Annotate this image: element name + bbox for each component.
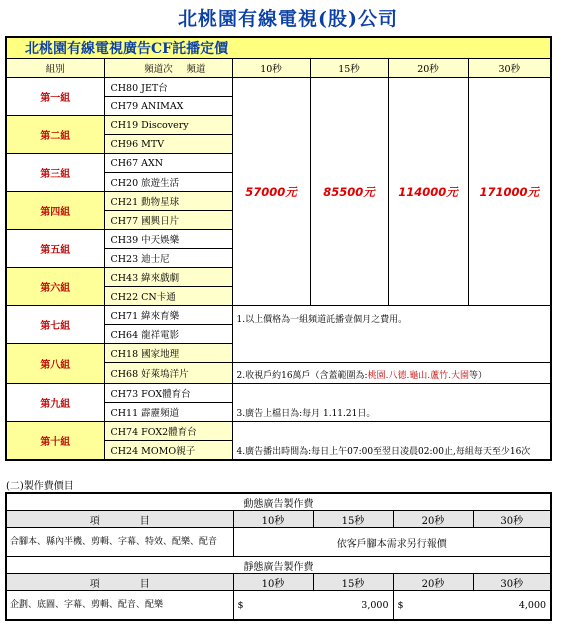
group-name: 第六組 bbox=[6, 268, 104, 306]
channel-cell: CH67 AXN bbox=[104, 154, 232, 173]
channel-cell: CH68 好萊塢洋片 bbox=[104, 363, 232, 384]
header-channel-name: 頻道 bbox=[186, 64, 206, 75]
channel-cell: CH73 FOX體育台 bbox=[104, 384, 232, 403]
static-header-20s: 20秒 bbox=[393, 574, 473, 591]
dynamic-item-header: 項 目 bbox=[6, 511, 233, 528]
dynamic-header-30s: 30秒 bbox=[473, 511, 551, 528]
production-section-label: (二)製作費價目 bbox=[6, 481, 74, 492]
static-price-20-30 bbox=[393, 591, 551, 621]
header-20s: 20秒 bbox=[388, 59, 468, 78]
table-row bbox=[6, 384, 551, 403]
dynamic-price-note: 依客戶腳本需求另行報價 bbox=[233, 528, 551, 557]
production-fee-table bbox=[5, 492, 552, 621]
header-30s: 30秒 bbox=[468, 59, 551, 78]
channel-cell: CH20 旅遊生活 bbox=[104, 173, 232, 192]
dynamic-header-10s: 10秒 bbox=[233, 511, 313, 528]
group-name: 第三組 bbox=[6, 154, 104, 192]
group-name: 第五組 bbox=[6, 230, 104, 268]
channel-cell: CH39 中天娛樂 bbox=[104, 230, 232, 249]
group-name: 第八組 bbox=[6, 344, 104, 384]
group-name: 第二組 bbox=[6, 116, 104, 154]
static-item-header: 項 目 bbox=[6, 574, 233, 591]
channel-cell: CH18 國家地理 bbox=[104, 344, 232, 363]
channel-cell: CH64 龍祥電影 bbox=[104, 325, 232, 344]
table-row bbox=[6, 306, 551, 325]
note-2-suffix: 等） bbox=[469, 371, 488, 381]
dynamic-header-20s: 20秒 bbox=[393, 511, 473, 528]
static-header-10s: 10秒 bbox=[233, 574, 313, 591]
static-header-15s: 15秒 bbox=[313, 574, 393, 591]
channel-cell: CH23 迪士尼 bbox=[104, 249, 232, 268]
ad-rate-table bbox=[5, 36, 552, 461]
currency-symbol: $ bbox=[397, 599, 404, 611]
group-name: 第七組 bbox=[6, 306, 104, 344]
dynamic-item-desc: 合腳本、縣內半機、剪輯、字幕、特效、配樂、配音 bbox=[6, 528, 233, 557]
static-header-30s: 30秒 bbox=[473, 574, 551, 591]
header-10s: 10秒 bbox=[232, 59, 310, 78]
group-name: 第十組 bbox=[6, 422, 104, 461]
price-30s: 171000元 bbox=[468, 78, 551, 306]
channel-cell: CH21 動物星球 bbox=[104, 192, 232, 211]
channel-cell: CH77 國興日片 bbox=[104, 211, 232, 230]
header-group: 組別 bbox=[6, 59, 104, 78]
table-row bbox=[6, 78, 551, 97]
currency-symbol: $ bbox=[237, 599, 244, 611]
static-item-desc: 企劃、底圖、字幕、剪輯、配音、配樂 bbox=[6, 591, 233, 621]
note-2-regions: 桃園.八德.龜山.蘆竹.大園 bbox=[367, 371, 470, 381]
channel-cell: CH24 MOMO親子 bbox=[104, 441, 232, 461]
rate-table-banner: 北桃園有線電視廣告CF託播定價 bbox=[6, 37, 551, 59]
group-name: 第九組 bbox=[6, 384, 104, 422]
channel-cell: CH79 ANIMAX bbox=[104, 97, 232, 116]
group-name: 第一組 bbox=[6, 78, 104, 116]
note-2 bbox=[232, 363, 551, 384]
channel-cell: CH71 緯來育樂 bbox=[104, 306, 232, 325]
static-price-value: 3,000 bbox=[361, 599, 389, 611]
dynamic-fee-title: 動態廣告製作費 bbox=[6, 493, 551, 511]
price-10s: 57000元 bbox=[232, 78, 310, 306]
note-2-prefix: 2.收視戶約16萬戶（含蓋範圍為: bbox=[236, 371, 368, 381]
channel-cell: CH74 FOX2體育台 bbox=[104, 422, 232, 441]
table-row bbox=[6, 422, 551, 441]
price-15s: 85500元 bbox=[310, 78, 388, 306]
dynamic-header-15s: 15秒 bbox=[313, 511, 393, 528]
channel-cell: CH43 緯來戲劇 bbox=[104, 268, 232, 287]
header-channel-no: 頻道次 bbox=[144, 64, 173, 75]
static-price-10-15 bbox=[233, 591, 393, 621]
header-channel bbox=[104, 59, 232, 78]
group-name: 第四組 bbox=[6, 192, 104, 230]
note-3: 3.廣告上檔日為:每月 1.11.21日。 bbox=[232, 384, 551, 422]
static-fee-title: 靜態廣告製作費 bbox=[6, 557, 551, 574]
channel-cell: CH80 JET台 bbox=[104, 78, 232, 97]
channel-cell: CH22 CN卡通 bbox=[104, 287, 232, 306]
note-1: 1.以上價格為一組頻道託播壹個月之費用。 bbox=[232, 306, 551, 363]
price-20s: 114000元 bbox=[388, 78, 468, 306]
channel-cell: CH96 MTV bbox=[104, 135, 232, 154]
static-price-value: 4,000 bbox=[518, 599, 547, 611]
page-title: 北桃園有線電視(股)公司 bbox=[178, 8, 398, 30]
channel-cell: CH19 Discovery bbox=[104, 116, 232, 135]
channel-cell: CH11 霹靂頻道 bbox=[104, 403, 232, 422]
note-4: 4.廣告播出時間為:每日上午07:00至翌日凌晨02:00止,每組每天至少16次 bbox=[232, 422, 551, 461]
header-15s: 15秒 bbox=[310, 59, 388, 78]
